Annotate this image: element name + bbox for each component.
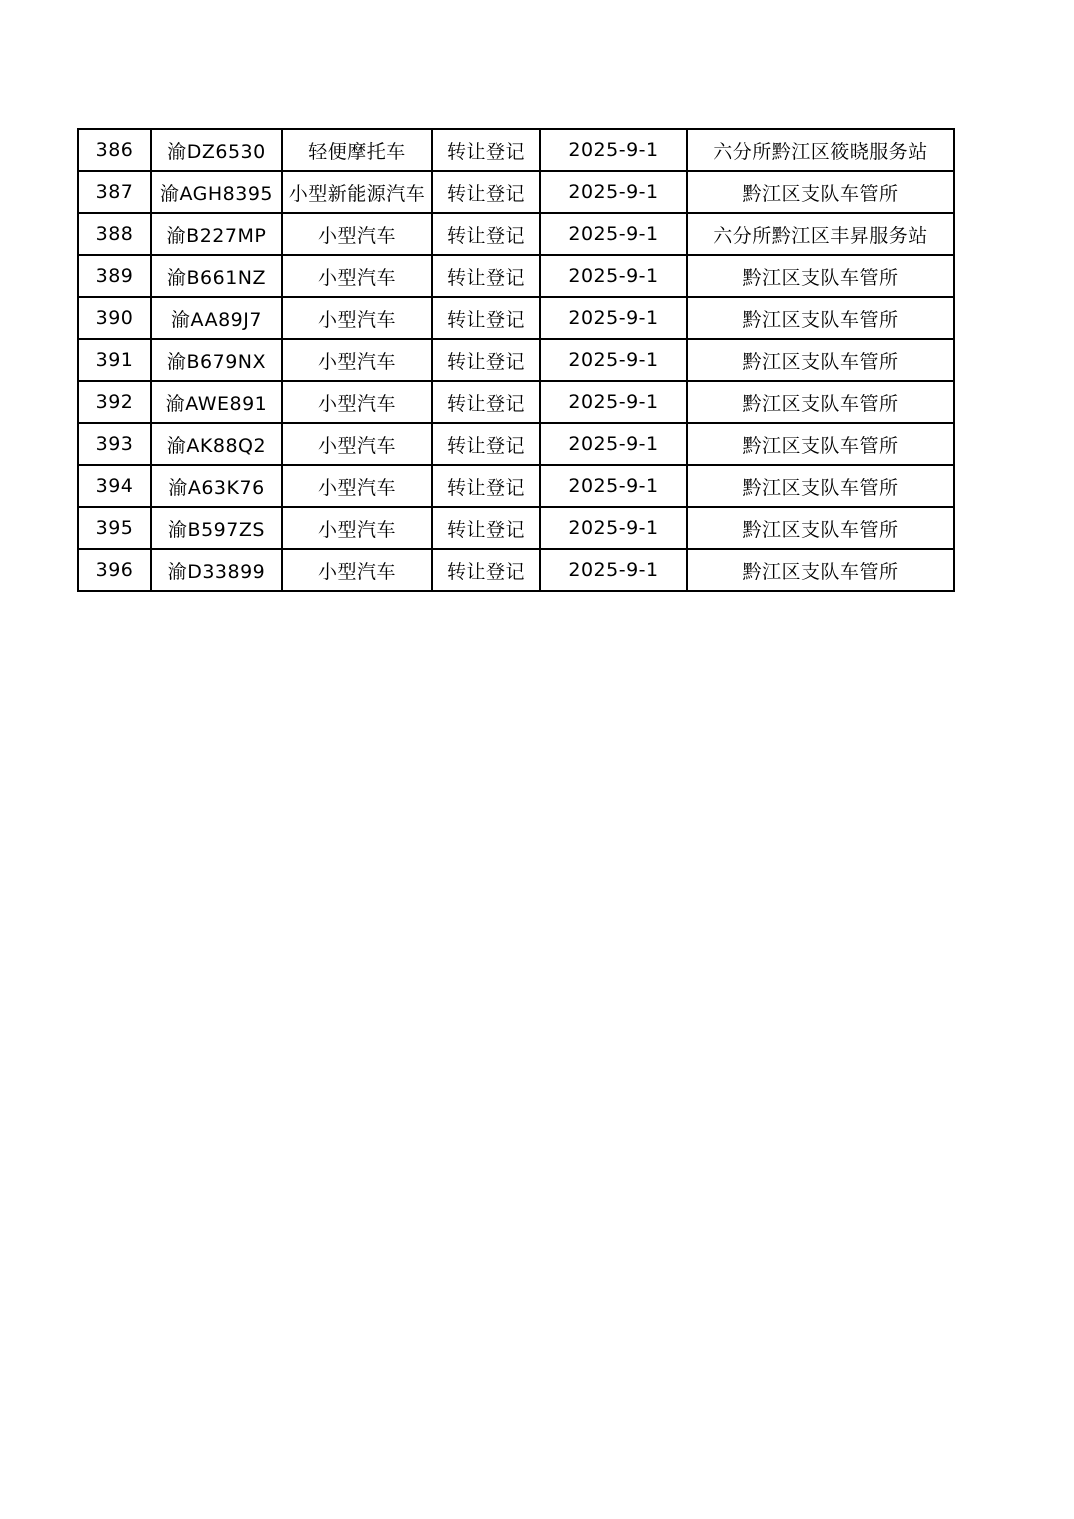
cell-plate: 渝B661NZ xyxy=(151,255,282,297)
cell-office: 黔江区支队车管所 xyxy=(687,465,954,507)
vehicle-transfer-table xyxy=(77,128,955,592)
cell-number: 386 xyxy=(78,129,151,171)
cell-vehicle-type: 小型汽车 xyxy=(282,423,432,465)
cell-date: 2025-9-1 xyxy=(540,129,687,171)
cell-plate: 渝B597ZS xyxy=(151,507,282,549)
cell-vehicle-type: 小型汽车 xyxy=(282,549,432,591)
table-row xyxy=(78,381,954,423)
cell-vehicle-type: 小型汽车 xyxy=(282,339,432,381)
cell-office: 六分所黔江区丰昇服务站 xyxy=(687,213,954,255)
cell-business: 转让登记 xyxy=(432,129,540,171)
cell-date: 2025-9-1 xyxy=(540,339,687,381)
table-row xyxy=(78,129,954,171)
cell-business: 转让登记 xyxy=(432,339,540,381)
cell-date: 2025-9-1 xyxy=(540,549,687,591)
cell-number: 390 xyxy=(78,297,151,339)
cell-vehicle-type: 小型汽车 xyxy=(282,507,432,549)
cell-plate: 渝AK88Q2 xyxy=(151,423,282,465)
table-row xyxy=(78,213,954,255)
cell-vehicle-type: 小型汽车 xyxy=(282,213,432,255)
cell-business: 转让登记 xyxy=(432,297,540,339)
cell-vehicle-type: 小型新能源汽车 xyxy=(282,171,432,213)
cell-plate: 渝B679NX xyxy=(151,339,282,381)
cell-number: 395 xyxy=(78,507,151,549)
cell-business: 转让登记 xyxy=(432,381,540,423)
cell-office: 黔江区支队车管所 xyxy=(687,549,954,591)
table-row xyxy=(78,465,954,507)
cell-business: 转让登记 xyxy=(432,465,540,507)
cell-number: 388 xyxy=(78,213,151,255)
cell-office: 黔江区支队车管所 xyxy=(687,423,954,465)
table-row xyxy=(78,507,954,549)
cell-number: 396 xyxy=(78,549,151,591)
cell-vehicle-type: 轻便摩托车 xyxy=(282,129,432,171)
cell-date: 2025-9-1 xyxy=(540,255,687,297)
table-row xyxy=(78,171,954,213)
cell-vehicle-type: 小型汽车 xyxy=(282,297,432,339)
cell-plate: 渝AGH8395 xyxy=(151,171,282,213)
cell-plate: 渝DZ6530 xyxy=(151,129,282,171)
cell-vehicle-type: 小型汽车 xyxy=(282,381,432,423)
table-row xyxy=(78,423,954,465)
cell-business: 转让登记 xyxy=(432,171,540,213)
cell-office: 黔江区支队车管所 xyxy=(687,171,954,213)
cell-business: 转让登记 xyxy=(432,549,540,591)
table-body xyxy=(78,129,954,591)
cell-office: 黔江区支队车管所 xyxy=(687,255,954,297)
cell-plate: 渝A63K76 xyxy=(151,465,282,507)
cell-business: 转让登记 xyxy=(432,255,540,297)
cell-number: 392 xyxy=(78,381,151,423)
cell-business: 转让登记 xyxy=(432,507,540,549)
cell-date: 2025-9-1 xyxy=(540,465,687,507)
cell-date: 2025-9-1 xyxy=(540,213,687,255)
cell-date: 2025-9-1 xyxy=(540,507,687,549)
cell-plate: 渝B227MP xyxy=(151,213,282,255)
cell-plate: 渝D33899 xyxy=(151,549,282,591)
cell-date: 2025-9-1 xyxy=(540,297,687,339)
table-row xyxy=(78,297,954,339)
cell-business: 转让登记 xyxy=(432,423,540,465)
cell-office: 六分所黔江区筱晓服务站 xyxy=(687,129,954,171)
cell-number: 394 xyxy=(78,465,151,507)
cell-number: 389 xyxy=(78,255,151,297)
cell-plate: 渝AA89J7 xyxy=(151,297,282,339)
cell-date: 2025-9-1 xyxy=(540,381,687,423)
cell-plate: 渝AWE891 xyxy=(151,381,282,423)
cell-office: 黔江区支队车管所 xyxy=(687,507,954,549)
cell-office: 黔江区支队车管所 xyxy=(687,297,954,339)
cell-date: 2025-9-1 xyxy=(540,423,687,465)
cell-office: 黔江区支队车管所 xyxy=(687,381,954,423)
table-row xyxy=(78,549,954,591)
cell-vehicle-type: 小型汽车 xyxy=(282,255,432,297)
cell-number: 387 xyxy=(78,171,151,213)
cell-number: 391 xyxy=(78,339,151,381)
cell-vehicle-type: 小型汽车 xyxy=(282,465,432,507)
table-row xyxy=(78,255,954,297)
table-row xyxy=(78,339,954,381)
cell-business: 转让登记 xyxy=(432,213,540,255)
cell-date: 2025-9-1 xyxy=(540,171,687,213)
cell-number: 393 xyxy=(78,423,151,465)
cell-office: 黔江区支队车管所 xyxy=(687,339,954,381)
